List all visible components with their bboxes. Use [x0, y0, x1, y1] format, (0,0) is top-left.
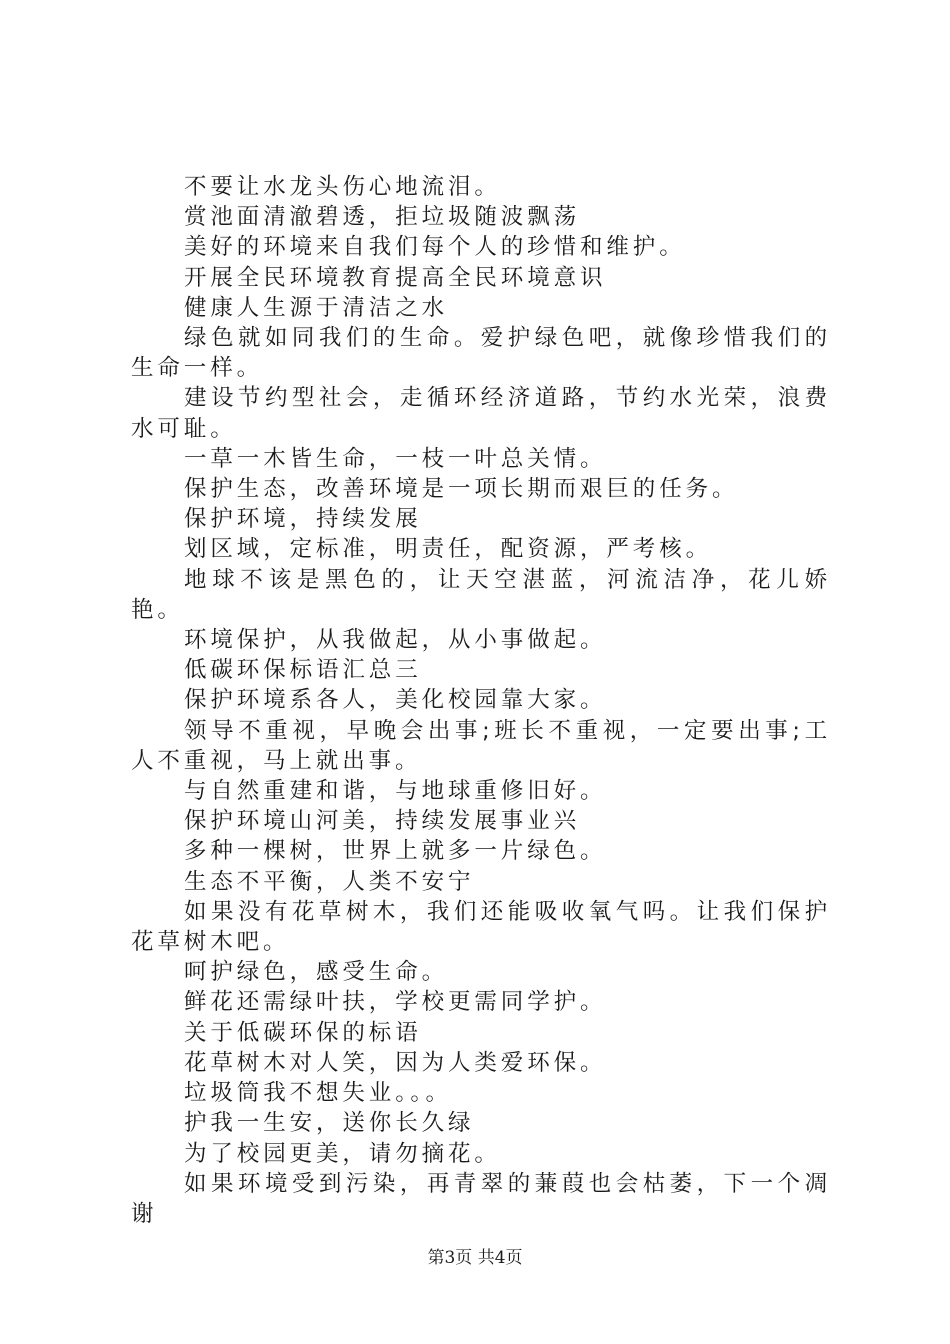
document-body	[131, 172, 831, 1229]
paragraph: 如果没有花草树木，我们还能吸收氧气吗。让我们保护花草树木吧。	[131, 898, 831, 956]
page-footer	[0, 1243, 950, 1268]
paragraph: 护我一生安，送你长久绿	[184, 1110, 475, 1137]
paragraph: 保护环境，持续发展	[184, 506, 422, 533]
section-heading: 关于低碳环保的标语	[184, 1019, 422, 1046]
paragraph: 多种一棵树，世界上就多一片绿色。	[184, 838, 607, 865]
paragraph: 领导不重视，早晚会出事;班长不重视，一定要出事;工人不重视，马上就出事。	[131, 717, 831, 774]
paragraph: 呵护绿色，感受生命。	[184, 959, 449, 986]
paragraph: 地球不该是黑色的，让天空湛蓝，河流洁净，花儿娇艳。	[131, 566, 831, 623]
paragraph: 保护环境系各人，美化校园靠大家。	[184, 687, 607, 714]
paragraph: 绿色就如同我们的生命。爱护绿色吧，就像珍惜我们的生命一样。	[131, 325, 831, 382]
page-number-label: 第3页 共4页	[427, 1248, 523, 1268]
paragraph: 建设节约型社会，走循环经济道路，节约水光荣，浪费水可耻。	[131, 385, 831, 442]
paragraph: 垃圾筒我不想失业。。。	[184, 1080, 452, 1107]
paragraph: 美好的环境来自我们每个人的珍惜和维护。	[184, 234, 686, 261]
paragraph: 鲜花还需绿叶扶，学校更需同学护。	[184, 989, 607, 1016]
paragraph: 一草一木皆生命，一枝一叶总关情。	[184, 445, 607, 472]
paragraph: 生态不平衡，人类不安宁	[184, 868, 475, 895]
paragraph: 花草树木对人笑，因为人类爱环保。	[184, 1049, 607, 1076]
paragraph: 开展全民环境教育提高全民环境意识	[184, 264, 607, 291]
paragraph: 健康人生源于清洁之水	[184, 294, 449, 321]
paragraph: 如果环境受到污染，再青翠的蒹葭也会枯萎，下一个凋谢	[131, 1170, 831, 1227]
paragraph: 保护生态，改善环境是一项长期而艰巨的任务。	[184, 476, 739, 503]
paragraph: 为了校园更美，请勿摘花。	[184, 1140, 501, 1167]
paragraph: 划区域，定标准，明责任，配资源，严考核。	[184, 536, 713, 563]
paragraph: 保护环境山河美，持续发展事业兴	[184, 808, 581, 835]
paragraph: 环境保护，从我做起，从小事做起。	[184, 627, 607, 654]
section-heading: 低碳环保标语汇总三	[184, 657, 422, 684]
paragraph: 赏池面清澈碧透，拒垃圾随波飘荡	[184, 204, 581, 231]
paragraph: 不要让水龙头伤心地流泪。	[184, 174, 501, 200]
paragraph: 与自然重建和谐，与地球重修旧好。	[184, 778, 607, 805]
